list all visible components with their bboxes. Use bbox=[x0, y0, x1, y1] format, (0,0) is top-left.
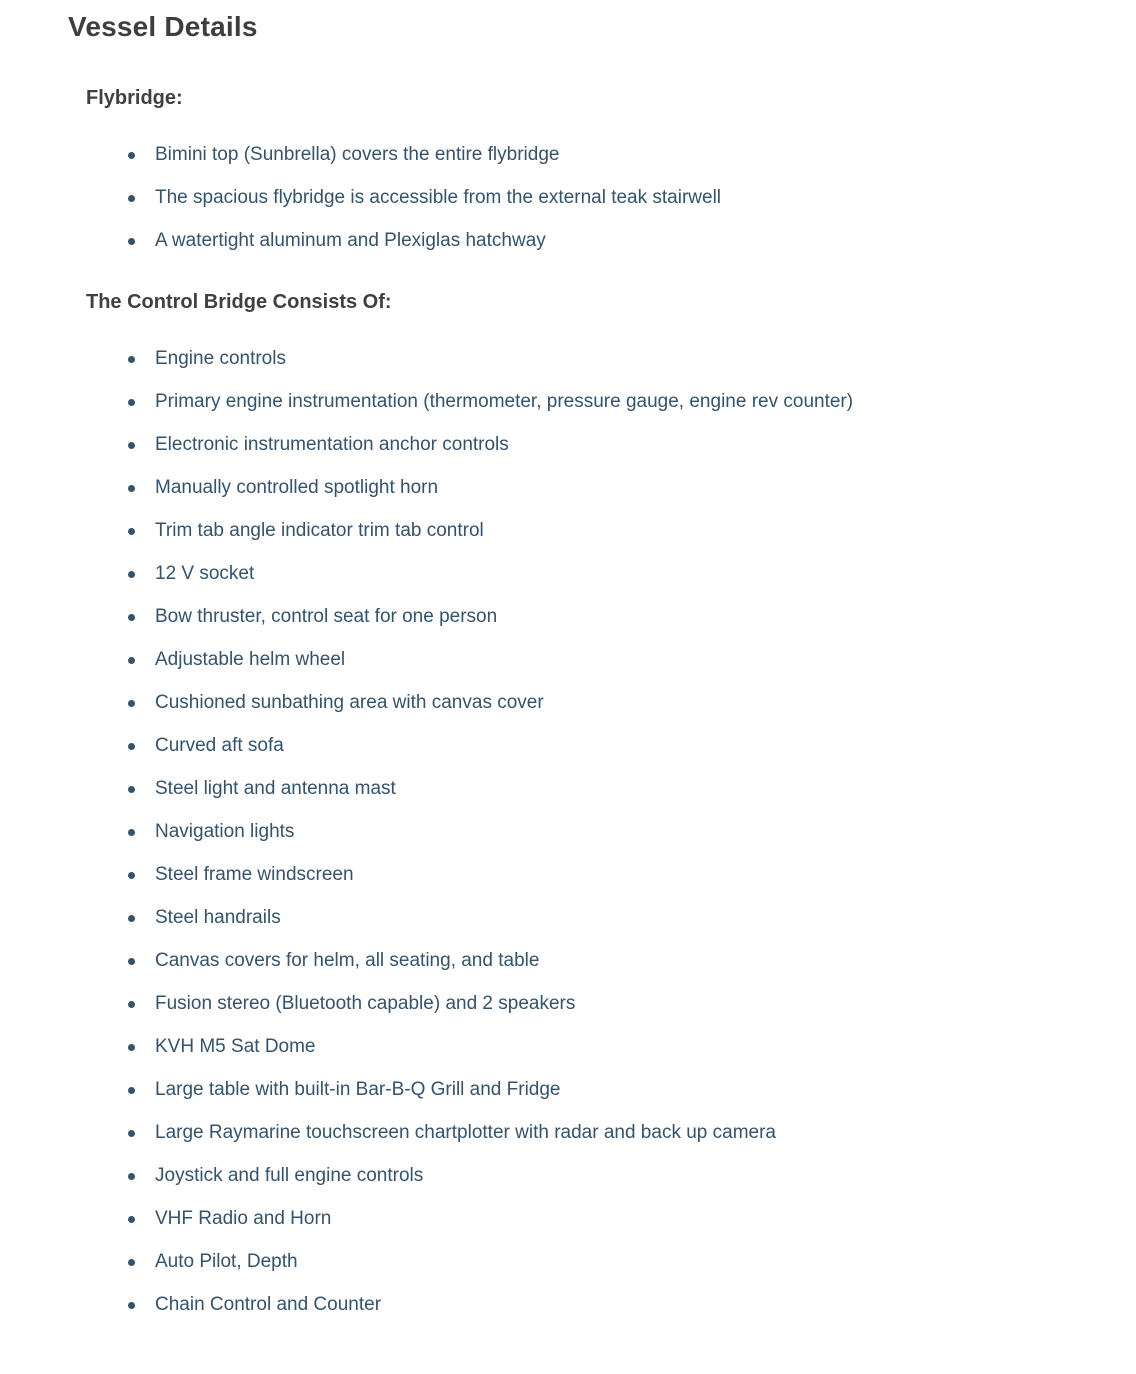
page-title: Vessel Details bbox=[68, 11, 258, 42]
list-item: The spacious flybridge is accessible from the external teak stairwell bbox=[68, 186, 1096, 210]
list-item: Joystick and full engine controls bbox=[68, 1164, 1096, 1188]
bullet-list bbox=[68, 347, 1096, 1317]
list-item: Adjustable helm wheel bbox=[68, 648, 1096, 672]
list-item: Large Raymarine touchscreen chartplotter with radar and back up camera bbox=[68, 1121, 1096, 1145]
list-item: Chain Control and Counter bbox=[68, 1293, 1096, 1317]
list-item: Steel light and antenna mast bbox=[68, 777, 1096, 801]
list-item: Canvas covers for helm, all seating, and table bbox=[68, 949, 1096, 973]
list-item: Primary engine instrumentation (thermometer, pressure gauge, engine rev counter) bbox=[68, 390, 1096, 414]
list-item: Bow thruster, control seat for one person bbox=[68, 605, 1096, 629]
list-item: Engine controls bbox=[68, 347, 1096, 371]
list-item: Trim tab angle indicator trim tab control bbox=[68, 519, 1096, 543]
list-item: Curved aft sofa bbox=[68, 734, 1096, 758]
section-heading: The Control Bridge Consists Of: bbox=[86, 291, 392, 313]
list-item: KVH M5 Sat Dome bbox=[68, 1035, 1096, 1059]
list-item: Fusion stereo (Bluetooth capable) and 2 speakers bbox=[68, 992, 1096, 1016]
list-item: Cushioned sunbathing area with canvas cover bbox=[68, 691, 1096, 715]
list-item: Electronic instrumentation anchor controls bbox=[68, 433, 1096, 457]
bullet-list bbox=[68, 143, 1096, 253]
list-item: 12 V socket bbox=[68, 562, 1096, 586]
list-item: Steel handrails bbox=[68, 906, 1096, 930]
sections-container bbox=[68, 86, 1096, 1317]
list-item: Manually controlled spotlight horn bbox=[68, 476, 1096, 500]
list-item: Large table with built-in Bar-B-Q Grill and Fridge bbox=[68, 1078, 1096, 1102]
section-heading: Flybridge: bbox=[86, 87, 183, 109]
list-item: Auto Pilot, Depth bbox=[68, 1250, 1096, 1274]
list-item: Bimini top (Sunbrella) covers the entire flybridge bbox=[68, 143, 1096, 167]
list-item: A watertight aluminum and Plexiglas hatchway bbox=[68, 229, 1096, 253]
list-item: Steel frame windscreen bbox=[68, 863, 1096, 887]
list-item: VHF Radio and Horn bbox=[68, 1207, 1096, 1231]
list-item: Navigation lights bbox=[68, 820, 1096, 844]
